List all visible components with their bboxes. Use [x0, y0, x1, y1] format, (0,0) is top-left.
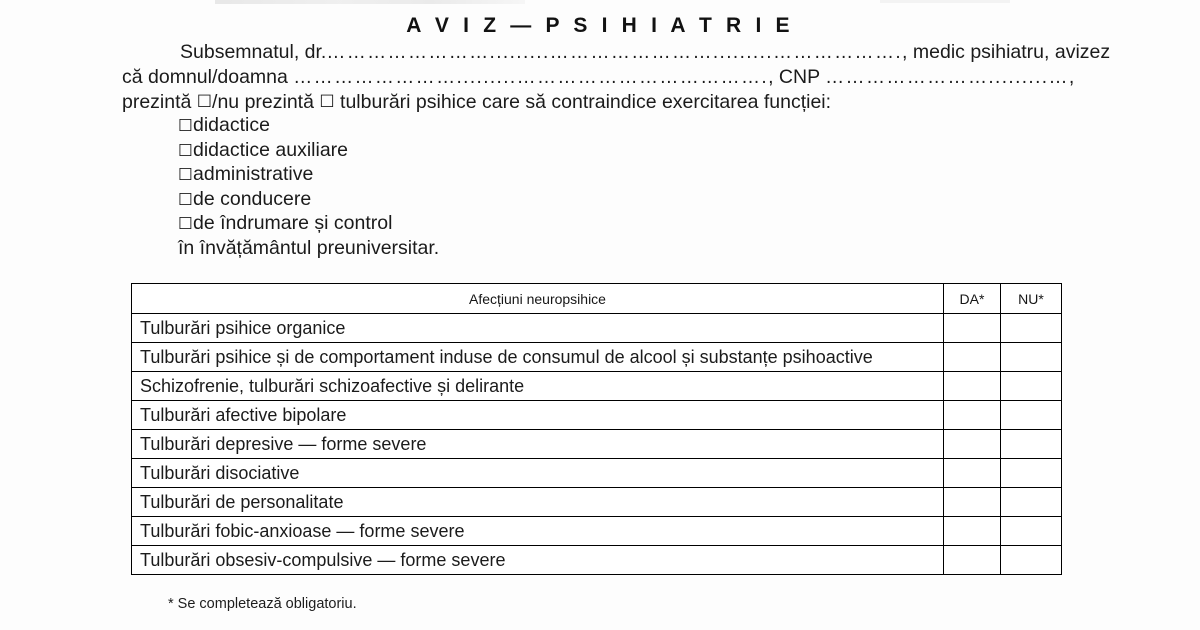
intro-line2-dotfill: …………………….........……………………………….: [293, 67, 769, 88]
table-row: [132, 517, 1062, 546]
checkbox-nu-prezinta[interactable]: ☐: [319, 92, 335, 111]
function-item-indrumare-control[interactable]: [178, 212, 439, 237]
intro-line-2: [122, 65, 1077, 90]
cell-nu[interactable]: [1001, 517, 1062, 546]
cell-condition: Tulburări afective bipolare: [132, 401, 944, 430]
checkbox-icon[interactable]: ☐: [178, 117, 193, 135]
cell-nu[interactable]: [1001, 546, 1062, 575]
cell-nu[interactable]: [1001, 459, 1062, 488]
table-row: [132, 401, 1062, 430]
intro-paragraph: [122, 40, 1111, 114]
cell-da[interactable]: [944, 314, 1001, 343]
conditions-table: [131, 283, 1062, 575]
table-row: [132, 372, 1062, 401]
cell-nu[interactable]: [1001, 314, 1062, 343]
function-list-closing: în învățământul preuniversitar.: [178, 236, 440, 259]
intro-line2-cnp-dotfill: …………………….........…: [825, 67, 1069, 88]
checkbox-icon[interactable]: ☐: [178, 141, 193, 160]
intro-line1-text: Subsemnatul, dr.: [180, 41, 327, 63]
cell-da[interactable]: [944, 488, 1001, 517]
function-item-de-conducere[interactable]: [178, 188, 439, 213]
cell-nu[interactable]: [1001, 401, 1062, 430]
cell-da[interactable]: [944, 401, 1001, 430]
cell-condition: Tulburări depresive — forme severe: [132, 430, 944, 459]
checkbox-prezinta[interactable]: ☐: [196, 92, 213, 111]
intro-line3-middle: /nu prezintă: [212, 91, 314, 113]
table-row: [132, 546, 1062, 575]
conditions-table-wrapper: [131, 283, 1061, 575]
scan-artifact-top: [215, 0, 525, 4]
cell-da[interactable]: [944, 546, 1001, 575]
cell-da[interactable]: [944, 517, 1001, 546]
checkbox-icon[interactable]: ☐: [178, 215, 193, 233]
intro-line-1: [122, 40, 1111, 65]
scan-artifact-top-right: [880, 0, 1010, 3]
intro-line1-suffix: , medic psihiatru, avizez: [902, 41, 1111, 63]
cell-da[interactable]: [944, 459, 1001, 488]
function-item-label: administrative: [193, 163, 314, 185]
cell-condition: Tulburări disociative: [132, 459, 944, 488]
intro-line2-cnp-label: , CNP: [768, 66, 820, 88]
cell-condition: Tulburări psihice organice: [132, 314, 944, 343]
function-item-label: didactice auxiliare: [193, 138, 349, 161]
cell-nu[interactable]: [1001, 372, 1062, 401]
function-item-label: didactice: [193, 114, 270, 136]
table-header: [132, 284, 1062, 314]
cell-nu[interactable]: [1001, 343, 1062, 372]
intro-line1-dotfill: …………………….........…………………….........……………….: [326, 42, 903, 63]
cell-condition: Tulburări fobic-anxioase — forme severe: [132, 517, 944, 546]
table-header-row: [132, 284, 1062, 314]
intro-line2-text: că domnul/doamna: [122, 66, 288, 88]
function-checkbox-list: [178, 114, 439, 260]
cell-condition: Schizofrenie, tulburări schizoafective și delirante: [132, 372, 944, 401]
column-header-condition: Afecțiuni neuropsihice: [132, 284, 944, 314]
cell-nu[interactable]: [1001, 430, 1062, 459]
function-item-administrative[interactable]: [178, 163, 439, 188]
table-row: [132, 488, 1062, 517]
cell-condition: Tulburări de personalitate: [132, 488, 944, 517]
table-row: [132, 343, 1062, 372]
cell-da[interactable]: [944, 430, 1001, 459]
table-footnote: * Se completează obligatoriu.: [168, 596, 357, 612]
cell-da[interactable]: [944, 372, 1001, 401]
intro-line3-suffix: tulburări psihice care să contraindice exercitarea funcției:: [340, 91, 832, 113]
page-title: A V I Z — P S I H I A T R I E: [406, 14, 794, 37]
function-item-label: de conducere: [193, 187, 312, 210]
table-row: [132, 459, 1062, 488]
intro-line2-comma: ,: [1068, 66, 1075, 88]
function-item-didactice-auxiliare[interactable]: [178, 139, 439, 164]
cell-condition: Tulburări obsesiv-compulsive — forme severe: [132, 546, 944, 575]
cell-condition: Tulburări psihice și de comportament induse de consumul de alcool și substanțe psihoactive: [132, 343, 944, 372]
checkbox-icon[interactable]: ☐: [178, 166, 193, 184]
cell-nu[interactable]: [1001, 488, 1062, 517]
intro-line-3: [122, 90, 1077, 114]
column-header-nu: NU*: [1001, 284, 1062, 314]
column-header-da: DA*: [944, 284, 1001, 314]
cell-da[interactable]: [944, 343, 1001, 372]
function-item-label: de îndrumare și control: [193, 212, 393, 234]
checkbox-icon[interactable]: ☐: [178, 190, 193, 209]
table-row: [132, 430, 1062, 459]
table-row: [132, 314, 1062, 343]
table-body: [132, 314, 1062, 575]
function-item-didactice[interactable]: [178, 114, 439, 139]
intro-line3-prefix: prezintă: [122, 91, 192, 113]
